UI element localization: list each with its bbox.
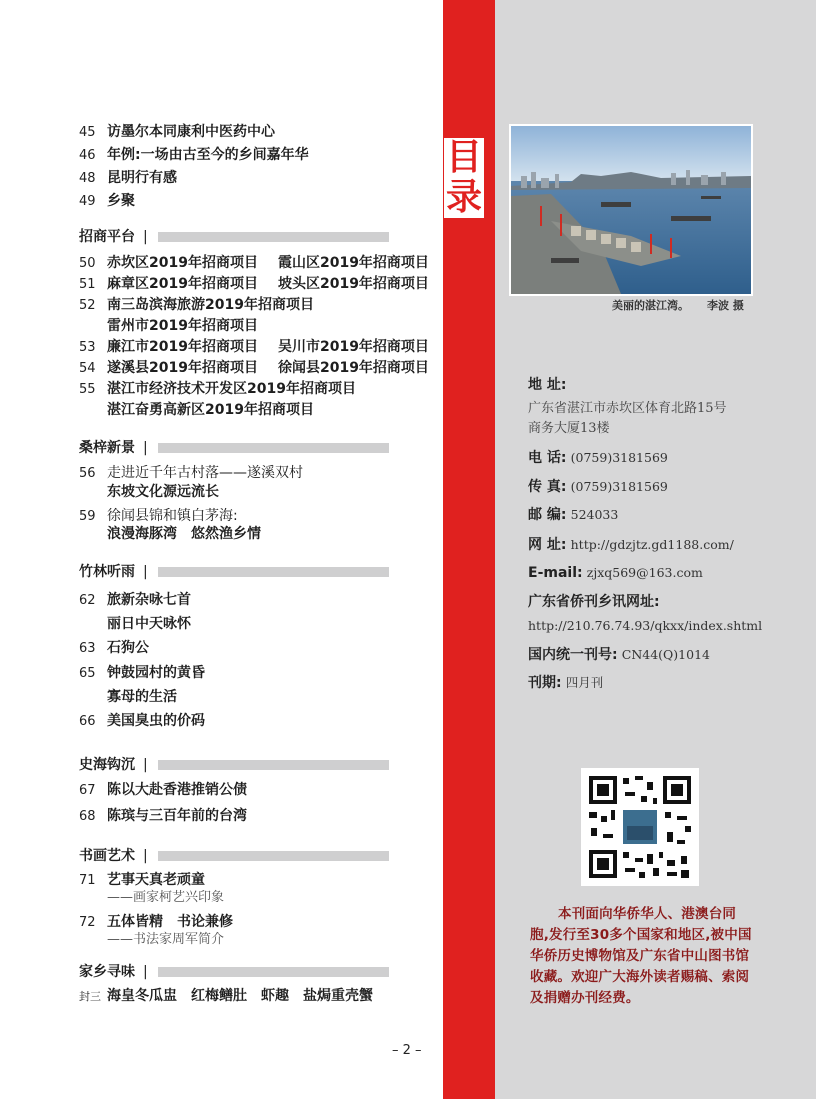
toc-subentry[interactable]: 东坡文化源远流长 (107, 484, 219, 500)
section-label: 招商平台 (79, 229, 135, 245)
section-header-zhulin (79, 562, 389, 582)
section-divider: | (143, 564, 148, 580)
section-header-zhaoshang (79, 227, 389, 247)
toc-subentry[interactable]: ——书法家周军简介 (107, 932, 225, 947)
section-header-shuhua (79, 846, 389, 866)
section-bar (158, 443, 389, 453)
section-divider: | (143, 229, 148, 245)
address-label: 地 址: (528, 377, 567, 393)
toc-entry[interactable]: 66 美国臭虫的价码 (79, 713, 205, 729)
toc-entry[interactable]: 65 钟鼓园村的黄昏 (79, 665, 205, 681)
section-bar (158, 967, 389, 977)
toc-title: 目录 (445, 137, 482, 218)
toc-entry[interactable]: 71 艺事天真老顽童 (79, 872, 205, 888)
qkxx-url[interactable]: http://210.76.74.93/qkxx/index.shtml (528, 618, 763, 633)
page-number: – 2 – (392, 1043, 422, 1058)
toc-entry[interactable]: 48 昆明行有感 (79, 170, 177, 186)
address-line2: 商务大厦13楼 (528, 421, 610, 436)
phone-row: 电 话: (0759)3181569 (528, 450, 668, 466)
toc-entry[interactable]: 46 年例:一场由古至今的乡间嘉年华 (79, 147, 309, 163)
bay-photo (509, 124, 753, 296)
section-bar (158, 567, 389, 577)
toc-entry[interactable]: 49 乡聚 (79, 193, 135, 209)
toc-subentry[interactable]: 雷州市2019年招商项目 (107, 318, 258, 334)
section-bar (158, 851, 389, 861)
period-row: 刊期: 四月刊 (528, 675, 604, 691)
photo-caption: 美丽的湛江湾。 李波 摄 (612, 299, 744, 312)
section-label: 竹林听雨 (79, 564, 135, 580)
toc-subentry[interactable]: 浪漫海豚湾 悠然渔乡情 (107, 526, 261, 542)
section-header-shihai (79, 755, 389, 775)
toc-entry[interactable]: 封三 海皇冬瓜盅 红梅鳝肚 虾趣 盐焗重壳蟹 (79, 988, 373, 1004)
toc-entry[interactable]: 67 陈以大赴香港推销公债 (79, 782, 247, 798)
section-bar (158, 760, 389, 770)
toc-entry[interactable]: 56 走进近千年古村落——遂溪双村 (79, 465, 303, 481)
toc-entry[interactable]: 63 石狗公 (79, 640, 149, 656)
qr-code[interactable] (581, 768, 699, 886)
toc-entry[interactable]: 52 南三岛滨海旅游2019年招商项目 (79, 297, 314, 313)
qkxx-label: 广东省侨刊乡讯网址: (528, 594, 660, 610)
section-label: 桑梓新景 (79, 440, 135, 456)
toc-entry[interactable]: 51 麻章区2019年招商项目 坡头区2019年招商项目 (79, 276, 429, 292)
toc-entry[interactable]: 72 五体皆精 书论兼修 (79, 914, 233, 930)
address-line1: 广东省湛江市赤坎区体育北路15号 (528, 401, 727, 416)
toc-subentry[interactable]: 丽日中天咏怀 (107, 616, 191, 632)
toc-entry[interactable]: 62 旅新杂咏七首 (79, 592, 191, 608)
toc-subentry[interactable]: 寡母的生活 (107, 689, 177, 705)
section-label: 史海钩沉 (79, 757, 135, 773)
section-header-sangzi (79, 438, 389, 458)
toc-entry[interactable]: 50 赤坎区2019年招商项目 霞山区2019年招商项目 (79, 255, 429, 271)
toc-entry[interactable]: 55 湛江市经济技术开发区2019年招商项目 (79, 381, 356, 397)
section-label: 书画艺术 (79, 848, 135, 864)
toc-subentry[interactable]: ——画家柯艺兴印象 (107, 890, 225, 905)
distribution-notice: 本刊面向华侨华人、港澳台同胞,发行至30多个国家和地区,被中国华侨历史博物馆及广东省中山图书馆收藏。欢迎广大海外读者赐稿、索阅及捐赠办刊经费。 (530, 906, 752, 1006)
website-row[interactable]: 网 址: http://gdzjtz.gd1188.com/ (528, 537, 734, 553)
toc-entry[interactable]: 54 遂溪县2019年招商项目 徐闻县2019年招商项目 (79, 360, 429, 376)
toc-entry[interactable]: 68 陈瑸与三百年前的台湾 (79, 808, 247, 824)
section-divider: | (143, 440, 148, 456)
toc-entry[interactable]: 59 徐闻县锦和镇白茅海: (79, 508, 238, 524)
postcode-row: 邮 编: 524033 (528, 507, 619, 523)
section-header-jiaxiang (79, 962, 389, 982)
email-row[interactable]: E-mail: zjxq569@163.com (528, 565, 703, 581)
section-divider: | (143, 757, 148, 773)
issn-row: 国内统一刊号: CN44(Q)1014 (528, 647, 710, 663)
section-bar (158, 232, 389, 242)
toc-subentry[interactable]: 湛江奋勇高新区2019年招商项目 (107, 402, 314, 418)
toc-entry[interactable]: 45 访墨尔本同康利中医药中心 (79, 124, 275, 140)
section-divider: | (143, 964, 148, 980)
toc-entry[interactable]: 53 廉江市2019年招商项目 吴川市2019年招商项目 (79, 339, 429, 355)
section-label: 家乡寻味 (79, 964, 135, 980)
section-divider: | (143, 848, 148, 864)
fax-row: 传 真: (0759)3181569 (528, 479, 668, 495)
